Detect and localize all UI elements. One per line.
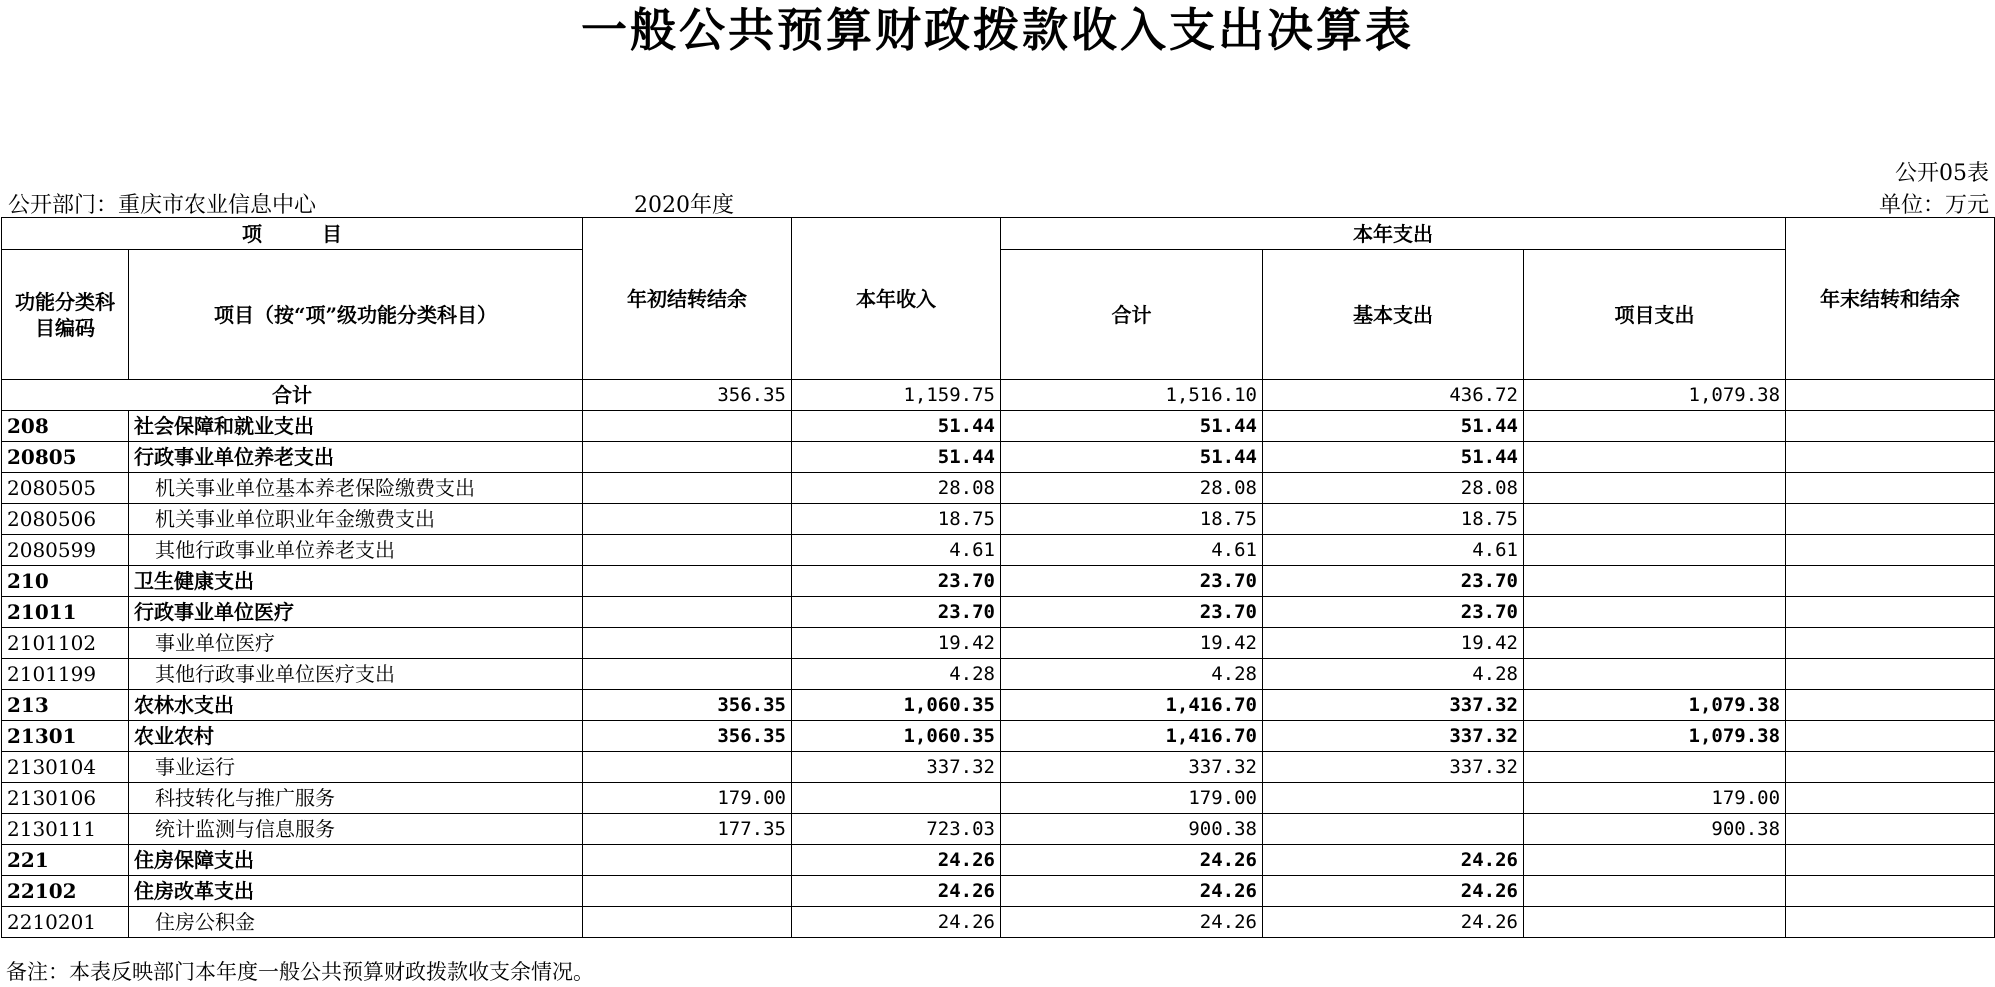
budget-table bbox=[1, 217, 1995, 938]
cell-project: 1,079.38 bbox=[1524, 690, 1786, 721]
cell-opening bbox=[583, 411, 792, 442]
cell-opening: 356.35 bbox=[583, 690, 792, 721]
cell-opening bbox=[583, 504, 792, 535]
cell-closing bbox=[1786, 597, 1995, 628]
cell-code: 2130106 bbox=[2, 783, 129, 814]
cell-code: 2101199 bbox=[2, 659, 129, 690]
total-basic: 436.72 bbox=[1263, 380, 1524, 411]
cell-income: 51.44 bbox=[792, 411, 1001, 442]
cell-income: 18.75 bbox=[792, 504, 1001, 535]
cell-project bbox=[1524, 597, 1786, 628]
cell-code: 21011 bbox=[2, 597, 129, 628]
table-row bbox=[2, 628, 1995, 659]
cell-opening bbox=[583, 566, 792, 597]
form-number: 公开05表 bbox=[1895, 161, 1989, 186]
table-row bbox=[2, 504, 1995, 535]
total-opening: 356.35 bbox=[583, 380, 792, 411]
cell-code: 2210201 bbox=[2, 907, 129, 938]
table-row bbox=[2, 907, 1995, 938]
cell-closing bbox=[1786, 628, 1995, 659]
cell-name: 其他行政事业单位医疗支出 bbox=[129, 659, 583, 690]
table-row bbox=[2, 535, 1995, 566]
header-name: 项目（按“项”级功能分类科目） bbox=[129, 250, 583, 380]
cell-income bbox=[792, 783, 1001, 814]
cell-project bbox=[1524, 659, 1786, 690]
cell-basic: 24.26 bbox=[1263, 876, 1524, 907]
cell-closing bbox=[1786, 473, 1995, 504]
total-income: 1,159.75 bbox=[792, 380, 1001, 411]
cell-total: 51.44 bbox=[1001, 442, 1263, 473]
header-total: 合计 bbox=[1001, 250, 1263, 380]
table-row bbox=[2, 473, 1995, 504]
cell-income: 28.08 bbox=[792, 473, 1001, 504]
table-row bbox=[2, 597, 1995, 628]
cell-code: 2080506 bbox=[2, 504, 129, 535]
cell-name: 农林水支出 bbox=[129, 690, 583, 721]
unit-label: 单位：万元 bbox=[1878, 193, 1989, 218]
cell-name: 事业运行 bbox=[129, 752, 583, 783]
cell-total: 24.26 bbox=[1001, 907, 1263, 938]
cell-project: 900.38 bbox=[1524, 814, 1786, 845]
cell-basic: 51.44 bbox=[1263, 411, 1524, 442]
cell-name: 住房保障支出 bbox=[129, 845, 583, 876]
cell-total: 24.26 bbox=[1001, 876, 1263, 907]
cell-name: 卫生健康支出 bbox=[129, 566, 583, 597]
header-opening: 年初结转结余 bbox=[583, 218, 792, 380]
cell-project bbox=[1524, 411, 1786, 442]
cell-name: 社会保障和就业支出 bbox=[129, 411, 583, 442]
cell-total: 179.00 bbox=[1001, 783, 1263, 814]
table-row bbox=[2, 659, 1995, 690]
cell-basic: 337.32 bbox=[1263, 690, 1524, 721]
cell-name: 机关事业单位职业年金缴费支出 bbox=[129, 504, 583, 535]
cell-basic: 4.61 bbox=[1263, 535, 1524, 566]
cell-income: 23.70 bbox=[792, 566, 1001, 597]
cell-code: 2130104 bbox=[2, 752, 129, 783]
header-expense-group: 本年支出 bbox=[1001, 218, 1786, 250]
cell-project bbox=[1524, 907, 1786, 938]
cell-basic: 18.75 bbox=[1263, 504, 1524, 535]
cell-code: 20805 bbox=[2, 442, 129, 473]
cell-income: 24.26 bbox=[792, 907, 1001, 938]
cell-total: 23.70 bbox=[1001, 566, 1263, 597]
cell-project bbox=[1524, 876, 1786, 907]
cell-closing bbox=[1786, 535, 1995, 566]
cell-closing bbox=[1786, 752, 1995, 783]
cell-closing bbox=[1786, 907, 1995, 938]
cell-opening bbox=[583, 628, 792, 659]
cell-name: 事业单位医疗 bbox=[129, 628, 583, 659]
cell-total: 1,416.70 bbox=[1001, 721, 1263, 752]
header-project: 项目支出 bbox=[1524, 250, 1786, 380]
table-row bbox=[2, 783, 1995, 814]
cell-basic: 51.44 bbox=[1263, 442, 1524, 473]
total-closing bbox=[1786, 380, 1995, 411]
header-basic: 基本支出 bbox=[1263, 250, 1524, 380]
cell-name: 行政事业单位养老支出 bbox=[129, 442, 583, 473]
table-row bbox=[2, 690, 1995, 721]
table-row bbox=[2, 814, 1995, 845]
header-code: 功能分类科目编码 bbox=[2, 250, 129, 380]
cell-opening bbox=[583, 659, 792, 690]
cell-code: 208 bbox=[2, 411, 129, 442]
cell-total: 1,416.70 bbox=[1001, 690, 1263, 721]
cell-total: 900.38 bbox=[1001, 814, 1263, 845]
footnote: 备注：本表反映部门本年度一般公共预算财政拨款收支余情况。 bbox=[6, 960, 594, 984]
cell-closing bbox=[1786, 876, 1995, 907]
cell-closing bbox=[1786, 690, 1995, 721]
cell-total: 24.26 bbox=[1001, 845, 1263, 876]
cell-closing bbox=[1786, 783, 1995, 814]
cell-basic: 24.26 bbox=[1263, 907, 1524, 938]
table-row bbox=[2, 752, 1995, 783]
cell-code: 213 bbox=[2, 690, 129, 721]
cell-code: 2080505 bbox=[2, 473, 129, 504]
cell-opening bbox=[583, 442, 792, 473]
cell-name: 其他行政事业单位养老支出 bbox=[129, 535, 583, 566]
cell-project: 1,079.38 bbox=[1524, 721, 1786, 752]
cell-income: 19.42 bbox=[792, 628, 1001, 659]
cell-basic: 19.42 bbox=[1263, 628, 1524, 659]
cell-project bbox=[1524, 628, 1786, 659]
table-row bbox=[2, 411, 1995, 442]
cell-income: 1,060.35 bbox=[792, 721, 1001, 752]
cell-code: 210 bbox=[2, 566, 129, 597]
total-row bbox=[2, 380, 1995, 411]
table-row bbox=[2, 876, 1995, 907]
cell-closing bbox=[1786, 566, 1995, 597]
cell-code: 21301 bbox=[2, 721, 129, 752]
cell-total: 4.28 bbox=[1001, 659, 1263, 690]
cell-code: 221 bbox=[2, 845, 129, 876]
cell-basic bbox=[1263, 814, 1524, 845]
cell-income: 723.03 bbox=[792, 814, 1001, 845]
cell-basic: 23.70 bbox=[1263, 597, 1524, 628]
cell-project bbox=[1524, 845, 1786, 876]
cell-income: 337.32 bbox=[792, 752, 1001, 783]
cell-total: 4.61 bbox=[1001, 535, 1263, 566]
fiscal-year: 2020年度 bbox=[634, 193, 734, 218]
cell-closing bbox=[1786, 411, 1995, 442]
total-total: 1,516.10 bbox=[1001, 380, 1263, 411]
cell-closing bbox=[1786, 721, 1995, 752]
header-income: 本年收入 bbox=[792, 218, 1001, 380]
cell-project: 179.00 bbox=[1524, 783, 1786, 814]
cell-code: 22102 bbox=[2, 876, 129, 907]
cell-name: 机关事业单位基本养老保险缴费支出 bbox=[129, 473, 583, 504]
cell-code: 2130111 bbox=[2, 814, 129, 845]
total-project: 1,079.38 bbox=[1524, 380, 1786, 411]
cell-opening bbox=[583, 535, 792, 566]
cell-project bbox=[1524, 504, 1786, 535]
table-row bbox=[2, 721, 1995, 752]
cell-basic: 337.32 bbox=[1263, 752, 1524, 783]
cell-closing bbox=[1786, 814, 1995, 845]
cell-name: 农业农村 bbox=[129, 721, 583, 752]
cell-name: 科技转化与推广服务 bbox=[129, 783, 583, 814]
cell-income: 24.26 bbox=[792, 876, 1001, 907]
cell-basic: 4.28 bbox=[1263, 659, 1524, 690]
cell-income: 24.26 bbox=[792, 845, 1001, 876]
cell-basic: 28.08 bbox=[1263, 473, 1524, 504]
cell-name: 行政事业单位医疗 bbox=[129, 597, 583, 628]
cell-total: 337.32 bbox=[1001, 752, 1263, 783]
header-closing: 年末结转和结余 bbox=[1786, 218, 1995, 380]
cell-income: 51.44 bbox=[792, 442, 1001, 473]
cell-name: 住房改革支出 bbox=[129, 876, 583, 907]
cell-total: 19.42 bbox=[1001, 628, 1263, 659]
table-row bbox=[2, 845, 1995, 876]
cell-opening bbox=[583, 597, 792, 628]
cell-basic: 337.32 bbox=[1263, 721, 1524, 752]
cell-opening bbox=[583, 907, 792, 938]
cell-opening bbox=[583, 473, 792, 504]
cell-income: 4.61 bbox=[792, 535, 1001, 566]
cell-total: 51.44 bbox=[1001, 411, 1263, 442]
cell-opening: 177.35 bbox=[583, 814, 792, 845]
cell-opening bbox=[583, 845, 792, 876]
cell-basic bbox=[1263, 783, 1524, 814]
cell-name: 住房公积金 bbox=[129, 907, 583, 938]
cell-code: 2101102 bbox=[2, 628, 129, 659]
cell-basic: 24.26 bbox=[1263, 845, 1524, 876]
cell-project bbox=[1524, 535, 1786, 566]
cell-project bbox=[1524, 473, 1786, 504]
report-title: 一般公共预算财政拨款收入支出决算表 bbox=[581, 3, 1414, 57]
cell-income: 1,060.35 bbox=[792, 690, 1001, 721]
cell-opening bbox=[583, 752, 792, 783]
total-label: 合计 bbox=[2, 380, 583, 411]
cell-closing bbox=[1786, 845, 1995, 876]
table-row bbox=[2, 566, 1995, 597]
cell-closing bbox=[1786, 442, 1995, 473]
cell-total: 28.08 bbox=[1001, 473, 1263, 504]
cell-closing bbox=[1786, 659, 1995, 690]
cell-project bbox=[1524, 566, 1786, 597]
cell-total: 23.70 bbox=[1001, 597, 1263, 628]
cell-total: 18.75 bbox=[1001, 504, 1263, 535]
cell-opening: 356.35 bbox=[583, 721, 792, 752]
cell-income: 23.70 bbox=[792, 597, 1001, 628]
table-row bbox=[2, 442, 1995, 473]
cell-opening: 179.00 bbox=[583, 783, 792, 814]
cell-code: 2080599 bbox=[2, 535, 129, 566]
cell-basic: 23.70 bbox=[1263, 566, 1524, 597]
cell-opening bbox=[583, 876, 792, 907]
cell-project bbox=[1524, 442, 1786, 473]
cell-closing bbox=[1786, 504, 1995, 535]
department-label: 公开部门：重庆市农业信息中心 bbox=[8, 193, 317, 218]
header-item: 项 目 bbox=[2, 218, 583, 250]
cell-name: 统计监测与信息服务 bbox=[129, 814, 583, 845]
cell-income: 4.28 bbox=[792, 659, 1001, 690]
cell-project bbox=[1524, 752, 1786, 783]
